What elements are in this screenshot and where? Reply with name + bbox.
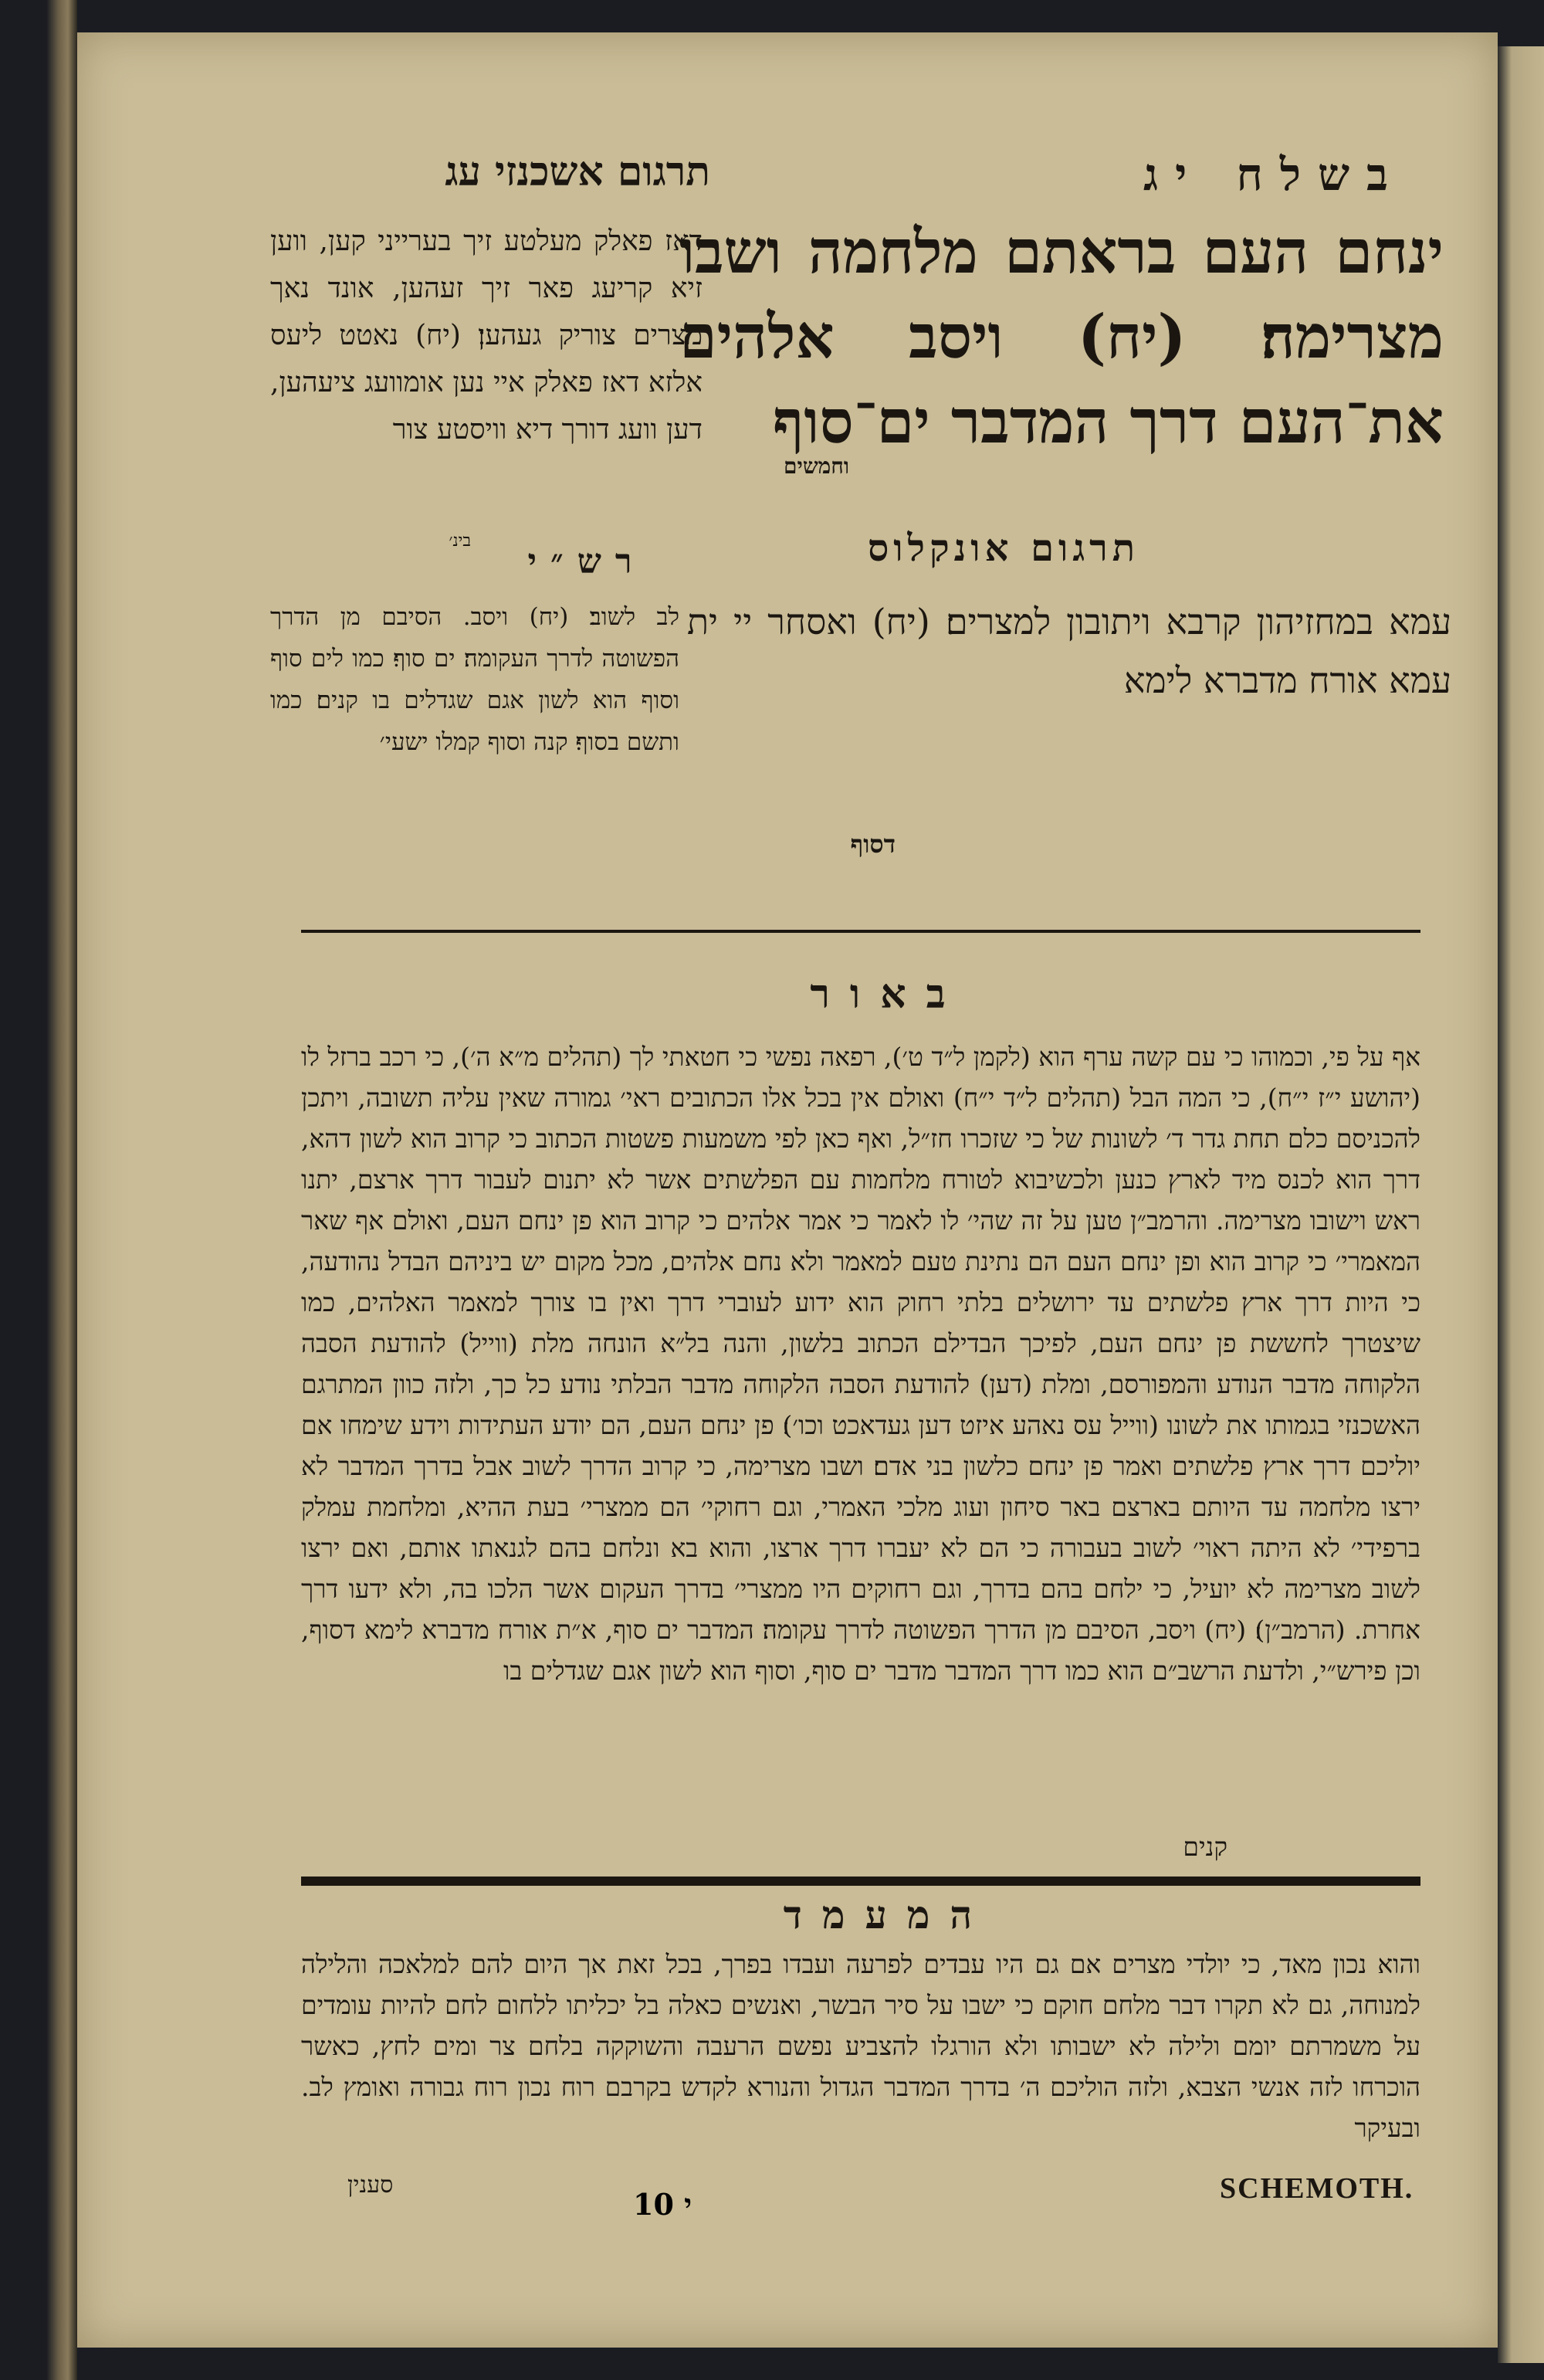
targum-ashkenazi-header: תרגום אשכנזי עג	[445, 148, 710, 195]
book-page	[77, 32, 1498, 2348]
page-number: י 10	[633, 2187, 692, 2222]
onkelos-header: תרגום אונקלוס	[867, 527, 1140, 570]
thick-section-divider	[301, 1877, 1420, 1886]
yiddish-catchword: בינ׳	[449, 531, 471, 551]
biur-last-word: קנים	[1183, 1832, 1227, 1862]
onkelos-catchword: דסוף	[850, 829, 896, 859]
footer-catchword: סענין	[347, 2171, 394, 2199]
section-divider	[301, 930, 1420, 933]
biur-header: באור	[810, 971, 966, 1018]
book-spine	[46, 0, 77, 2380]
biur-commentary-text: אף על פי, וכמוהו כי עם קשה ערף הוא (לקמן ל״ד ט׳), רפאה נפשי כי חטאתי לך (תהלים מ״א ה׳), כי רכב ברזל לו (יהושע י״ז י״ח), כי המה הבל (תהלים ל״ד י״ח) ואולם אין בכל אלו הכתובים ראי׳ גמורה שאין עליה תשובה, ויתכן להכניסם כלם תחת גדר ד׳ לשונות של כי שזכרו חז״ל, ואף כאן לפי משמעות פשטות הכתוב כי קרוב הוא לשון דהא, דרך הוא לכנס מיד לארץ כנען ולכשיבוא לטורח מלחמות עם הפלשתים אשר לא יתנום לעבור דרך ארצם, יתנו ראש וישובו מצרימה. והרמב״ן טען על זה שהי׳ לו לאמר כי אמר אלהים כי קרוב הוא פן ינחם העם, ואולם אף שאר המאמרי׳ כי קרוב הוא ופן ינחם העם הם נתינת טעם למאמר ולא נחם אלהים, מכל מקום יש ביניהם הבדל נהודעה, כי היות דרך ארץ פלשתים עד ירושלים בלתי רחוק הוא ידוע לעוברי דרך ואין בו צורך למאמר האלהים, כמו שיצטרך לחששת פן ינחם העם, לפיכך הבדילם הכתוב בלשון, והנה בל״א הונחה מלת (ווייל) להודעת הסבה הלקוחה מדבר הנודע והמפורסם, ומלת (דען) להודעת הסבה הלקוחה מדבר הבלתי נודע כל כך, ולזה כוון המתרגם האשכנזי בגמותו את לשונו (ווייל עס נאהע איזט דען געדאכט וכו׳)׃ פן ינחם העם, הם יודע העתידות וידע שימחו אם יוליכם דרך ארץ פלשתים ואמר פן ינחם כלשון בני אדם׃ ושבו מצרימה, כי קרוב הדרך לשוב אבל בדרך המדבר לא ירצו מלחמה עד היותם בארצם באר סיחון ועוג מלכי האמרי, וגם רחוקי׳ הם ממצרי׳ בעת ההיא, ומלחמת עמלק ברפידי׳ לא היתה ראוי׳ לשוב בעבורה כי הם לא יעברו דרך ארצו, והוא בא ונלחם בהם לגנאתו אותם, ואם ירצו לשוב מצרימה לא יועיל, כי ילחם בהם בדרך, וגם רחוקים היו ממצרי׳ בדרך העקום אשר הלכו בה, ולא ידעו דרך אחרת. (הרמב״ן)׃ (יח) ויסב, הסיבם מן הדרך הפשוטה לדרך עקומה׃ המדבר ים סוף, א״ת אורח מדברא לימא דסוף, וכן פירש״י, ולדעת הרשב״ם הוא כמו דרך המדבר מדבר ים סוף, וסוף הוא לשון אגם שגדלים בו	[301, 1042, 1420, 1686]
maamad-header: המעמד	[783, 1892, 993, 1938]
onkelos-text: עמא במחזיהון קרבא ויתובון למצרים׃ (יח) ואסחר יי ית עמא אורח מדברא לימא	[687, 601, 1451, 701]
rashi-header: רש״י	[527, 542, 646, 581]
yiddish-translation-text: דאז פאלק מעלטע זיך בערייני קען, ווען זיא קריעג פאר זיך זעהען, אונד נאך מצרים צוריק געהען׃ (יח) נאטט ליעס אלזא דאז פאלק איי נען אומוועג ציעהען, דען וועג דורך דיא וויסטע צור	[270, 225, 703, 446]
parsha-header: בשלח יג	[1143, 148, 1405, 201]
torah-verse-text: ינחם העם בראתם מלחמה ושבו מצרימה׃ (יח) ויסב אלהים את־העם דרך המדבר ים־סוף	[679, 217, 1444, 457]
adjacent-page-edge	[1498, 46, 1544, 2363]
torah-catchword: וחמשים	[784, 453, 849, 479]
maamad-commentary-text: והוא נכון מאד, כי יולדי מצרים אם גם היו עבדים לפרעה ועבדו בפרך, בכל זאת אך היום להם למלאכה והלילה למנוחה, גם לא תקרו דבר מלחם חוקם כי ישבו על סיר הבשר, ואנשים כאלה בל יכליתו ללחום לחם להיות עומדים על משמרתם יומם ולילה לא ישבותו ולא הורגלו להצביע נפשם הרעבה והשוקקה בלחם צר ומים לחץ, כאשר הוכרחו לזה אנשי הצבא, ולזה הוליכם ה׳ בדרך המדבר הגדול והנורא לקדש בקרבם רוח נכון רוח גבורה ואומץ לב. ובעיקר	[301, 1949, 1420, 2143]
book-title-footer: SCHEMOTH.	[1220, 2172, 1414, 2205]
rashi-commentary-text: לב לשוב׃ (יח) ויסב. הסיבם מן הדרך הפשוטה לדרך העקומה׃ ים סוף׃ כמו לים סוף וסוף הוא לשון אגם שגדלים בו קנים׃ כמו ותשם בסוף׃ קנה וסוף קמלו ישעי׳	[270, 603, 679, 756]
